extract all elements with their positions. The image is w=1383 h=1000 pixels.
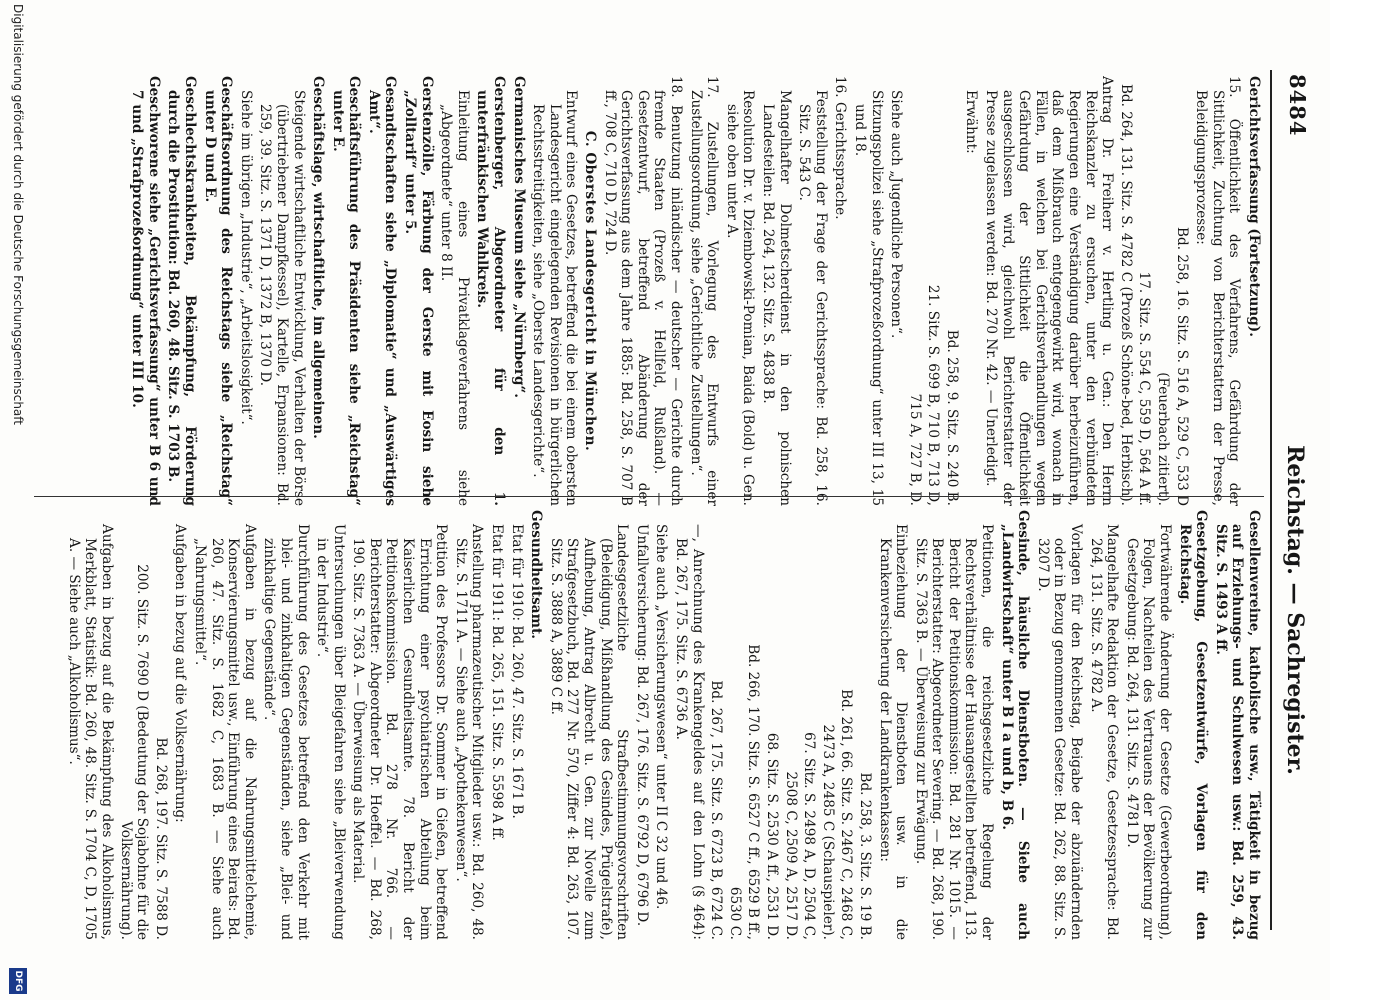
page-footer: [5, 0, 27, 1000]
index-heading: Gesandtschaften siehe „Diplomatie“ und „Auswärtiges Amt“.: [365, 76, 399, 506]
index-heading: Gesundheitsamt.: [528, 510, 545, 640]
index-reference: (Feuerbach zitiert).: [1155, 372, 1172, 506]
index-subentry: Mangelhafter Dolmetscherdienst in den polnischen Landesteilen: Bd. 264, 132. Sitz. S. 4838 B.: [759, 90, 793, 506]
index-subentry: Siehe auch „Versicherungswesen“ unter II C 32 und 46.: [653, 524, 670, 910]
index-subentry: Erwähnt:: [963, 90, 980, 154]
running-head: Reichstag. — Sachregister.: [1282, 445, 1308, 775]
index-heading: Gesetzgebung, Gesetzentwürfe, Vorlagen für den Reichstag.: [1176, 510, 1210, 940]
page-number: 8484: [1285, 74, 1310, 137]
index-entry: 17. Zustellungen, Vorlegung des Entwurfs einer Zustellungsordnung, siehe „Gerichtliche Zustellungen“.: [687, 76, 721, 506]
index-subentry: Aufgaben in bezug auf die Bekämpfung des Alkoholismus, Merkblatt, Statistik: Bd. 260, 48. Sitz. S. 1704 C, D, 1705 A. — Siehe auch „Alkoholismus“.: [65, 524, 115, 940]
index-subentry: —, Anrechnung des Krankengeldes auf den Lohn (§ 464): Bd. 267, 175. Sitz. S. 6736 A.: [673, 524, 706, 940]
index-subentry: Etat für 1911: Bd. 265, 151. Sitz. S. 5598 A ff.: [489, 524, 506, 841]
index-subentry: Feststellung der Frage der Gerichtssprache: Bd. 258, 16. Sitz. S. 543 C.: [796, 90, 829, 506]
index-heading: Gerstenberger, Abgeordneter für den 1. unterfränkischen Wahlkreis.: [474, 76, 508, 506]
index-subentry: Unfallversicherung: Bd. 267, 176. Sitz. S. 6792 D, 6796 D.: [633, 524, 650, 927]
index-reference: 6530 C.: [726, 886, 743, 940]
index-reference: Bd. 266, 170. Sitz. S. 6527 C ff., 6529 B ff.,: [745, 644, 762, 940]
index-subentry: Vorlagen für den Reichstag, Beigabe der abzuändernden oder in Bezug genommenen Gesetze: Bd. 262, 88. Sitz. S. 3207 D.: [1034, 524, 1085, 940]
index-reference: 21. Sitz. S. 699 B, 710 B, 713 D,: [925, 284, 942, 506]
index-subentry: Durchführung des Gesetzes betreffend den Verkehr mit blei- und zinkhaltigen Gegenständen, siehe „Blei- und zinkhaltige Gegenstände“.: [261, 524, 311, 940]
index-reference: Bd. 258, 9. Sitz. S. 240 B.: [943, 329, 960, 506]
index-entry: 18. Benutzung inländischer — deutscher — Gerichte durch fremde Staaten (Prozeß v. Hellfeld, Rußland). — Gesetzentwurf, betreffend Abänderung der Gerichtsverfassung aus dem Jahre 1885: Bd. 258, S. 707 B ff., 708 C, 710 D, 724 D.: [601, 76, 684, 506]
index-subentry: Mangelhafte Redaktion der Gesetze, Gesetzessprache: Bd. 264, 131. Sitz. S. 4782 A.: [1087, 524, 1121, 940]
index-reference: 200. Sitz. S. 7690 D (Bedeutung der Sojabohne für die Volksernährung).: [117, 564, 151, 940]
index-heading: Gerstenzölle, Färbung der Gerste mit Eosin siehe „Zolltarif“ unter 5.: [402, 76, 435, 506]
index-reference: Bd. 264, 131. Sitz. S. 4782 C (Prozeß Schöne-bed, Herbisch).: [1117, 83, 1134, 506]
index-reference: Bd. 268, 197. Sitz. S. 7588 D.: [152, 737, 169, 940]
index-heading: Gesellenvereine, katholische usw., Tätigkeit in bezug auf Erziehungs- und Schulwesen usw.: Bd. 259, 43. Sitz. S. 1493 A ff.: [1212, 510, 1262, 940]
index-heading: Geschäftslage, wirtschaftliche, im allgemeinen.: [310, 76, 327, 439]
index-section-title: C. Oberstes Landesgericht in München.: [582, 130, 599, 452]
index-heading: Germanisches Museum siehe „Nürnberg“.: [510, 76, 527, 399]
index-subentry: Aufgaben in bezug auf die Volksernährung:: [172, 524, 189, 823]
index-subentry: Steigende wirtschaftliche Entwicklung, Verhalten der Börse (übertriebener Dampfkessel), Kartelle, Erpansionen: Bd. 259, 39. Sitz. S. 1371 D, 1372 B, 1370 D.: [257, 90, 307, 506]
dfg-logo: DFG: [9, 968, 27, 994]
index-subentry: Untersuchungen über Bleigefahren siehe „Bleiverwendung in der Industrie“.: [314, 524, 347, 940]
index-reference: 67. Sitz. S. 2498 A, D, 2504 C,: [801, 732, 818, 940]
index-subentry: Fortwährende Änderung der Gesetze (Gewerbeordnung), Folgen, Nachteilen des Vertrauens der Bevölkerung zur Gesetzgebung: Bd. 264, 131. Sitz. S. 4781 D.: [1123, 524, 1174, 940]
index-heading: Gerichtsverfassung (Fortsetzung).: [1246, 76, 1262, 337]
index-reference: 715 A, 727 B, D.: [906, 393, 923, 506]
header-rule: [1270, 70, 1272, 930]
index-subentry: Einbeziehung der Dienstboten usw. in die Krankenversicherung der Landkrankenkassen:: [876, 524, 910, 940]
index-subentry: Siehe auch „Jugendliche Personen“.: [888, 90, 905, 339]
index-subentry: Petition des Professors Dr. Sommer in Gießen, betreffend Errichtung einer psychiatrischen Abteilung beim Kaiserlichen Gesundheitsamte. 78. Bericht der Petitionskommission. Bd. 278 Nr. 766. — Berichterstatter: Abgeordneter Dr. Hoeffel. — Bd. 268, 190. Sitz. S. 7363 A. — Überweisung als Material.: [350, 524, 450, 940]
index-reference: Bd. 267, 175. Sitz. S. 6723 B, 6724 C.: [708, 680, 725, 940]
index-subentry: Anstellung pharmazeutischer Mitglieder usw.: Bd. 260, 48. Sitz. S. 1711 A. — Siehe auch „Apothekenwesen“.: [452, 524, 486, 940]
index-entry: 15. Öffentlichkeit des Verfahrens, Gefährdung der Sittlichkeit, Zuchtung von Berichterstattern der Presse, Beleidigungsprozesse:: [1193, 76, 1243, 506]
index-subentry: Entwurf eines Gesetzes, betreffend die bei einem obersten Landesgericht eingelegenden Revisionen in bürgerlichen Rechtsstreitigkeiten, siehe „Oberste Landesgerichte“.: [530, 90, 580, 506]
page-header: [1272, 0, 1330, 1000]
index-heading: Geschlechtskrankheiten, Bekämpfung, Förderung durch die Prostitution: Bd. 260, 48. Sitz. S. 1703 B.: [165, 76, 198, 506]
digitization-credit: Digitalisierung gefördert durch die Deutsche Forschungsgemeinschaft: [11, 4, 25, 426]
index-reference: 2473 A, 2485 C (Schauspieler).: [819, 724, 836, 940]
index-subentry: Sitzungspolizei siehe „Strafprozeßordnung“ unter III 13, 15 und 18.: [851, 90, 885, 506]
index-heading: Geschäftsordnung des Reichstags siehe „Reichstag“ unter D und E.: [201, 76, 235, 506]
index-subentry: Resolution Dr. v. Dziembowski-Pomian, Baida (Bold) u. Gen. siehe oben unter A.: [723, 90, 757, 506]
index-subentry: Siehe im übrigen „Industrie“, „Arbeitslosigkeit“.: [237, 90, 254, 425]
column-divider: [34, 496, 1264, 497]
left-column: [42, 76, 1262, 506]
index-reference: Bd. 261, 66. Sitz. S. 2467 C, 2468 C,: [838, 689, 855, 940]
index-entry: 16. Gerichtssprache.: [832, 76, 849, 220]
index-heading: Geschworene siehe „Gerichtsverfassung“ unter B 6 und 7 und „Strafprozeßordnung“ unter III 10.: [129, 76, 162, 506]
right-column: [42, 510, 1262, 940]
index-reference: 2508 C, 2509 A, 2517 D.: [782, 771, 799, 940]
index-reference: Bd. 258, 3. Sitz. S. 19 B.: [856, 772, 873, 940]
index-reference: 68. Sitz. S. 2530 A ff., 2531 D.: [763, 732, 780, 940]
index-heading: Geschäftsführung des Präsidenten siehe „Reichstag“ unter E.: [329, 76, 363, 506]
index-subentry: Etat für 1910: Bd. 260, 47. Sitz. S. 1671 B.: [508, 524, 525, 819]
index-reference: 17. Sitz. S. 554 C, 559 D, 564 A ff.: [1136, 271, 1153, 506]
index-subentry: Einleitung eines Privatklageverfahrens siehe „Abgeordnete“ unter 8 II.: [438, 90, 471, 506]
index-heading: Gesinde, häusliche Dienstboten. — Siehe auch „Landwirtschaft“ unter B I a und b, B 6.: [998, 510, 1032, 940]
index-entry: Antrag Dr. Freiherr v. Hertling u. Gen.: Den Herrn Reichskanzler zu ersuchen, unter den verbündeten Regierungen eine Verständigung darüber herbeizuführen, daß dem Mißbrauch entgegengewirkt wird, wonach in Fällen, in welchen bei Gerichtsverhandlungen wegen Gefährdung der Sittlichkeit die Öffentlichkeit ausgeschlossen wird, gleichwohl Berichterstatter der Presse zugelassen werden: Bd. 270 Nr. 42. — Unerledigt.: [983, 76, 1116, 506]
index-subentry: Petitionen, die reichsgesetzliche Regelung der Rechtsverhältnisse der Hausangestellten betreffend, 113. Bericht der Petitionskommission: Bd. 281 Nr. 1015. — Berichterstatter: Abgeordneter Severing. — Bd. 268, 190. Sitz. S. 7363 B. — Überweisung zur Erwägung.: [912, 524, 996, 940]
index-subentry: Aufgaben in bezug auf die Nahrungsmittelchemie, Konservierungsmittel usw., Einführung eines Beirats: Bd. 260, 47. Sitz. S. 1682 C, 1683 B. — Siehe auch „Nahrungsmittel“.: [191, 524, 258, 940]
index-reference: Bd. 258, 16. Sitz. S. 516 A, 529 C, 533 D: [1173, 227, 1190, 506]
index-subentry: Landesgesetzliche Strafbestimmungsvorschriften (Beleidigung, Mißhandlung des Gesindes, Prügelstrafe), Aufhebung, Antrag Albrecht u. Gen. zur Novelle zum Strafgesetzbuch, Bd. 277 Nr. 570, Ziffer 4: Bd. 263, 107. Sitz. S. 3888 A, 3889 C ff.: [547, 524, 631, 940]
